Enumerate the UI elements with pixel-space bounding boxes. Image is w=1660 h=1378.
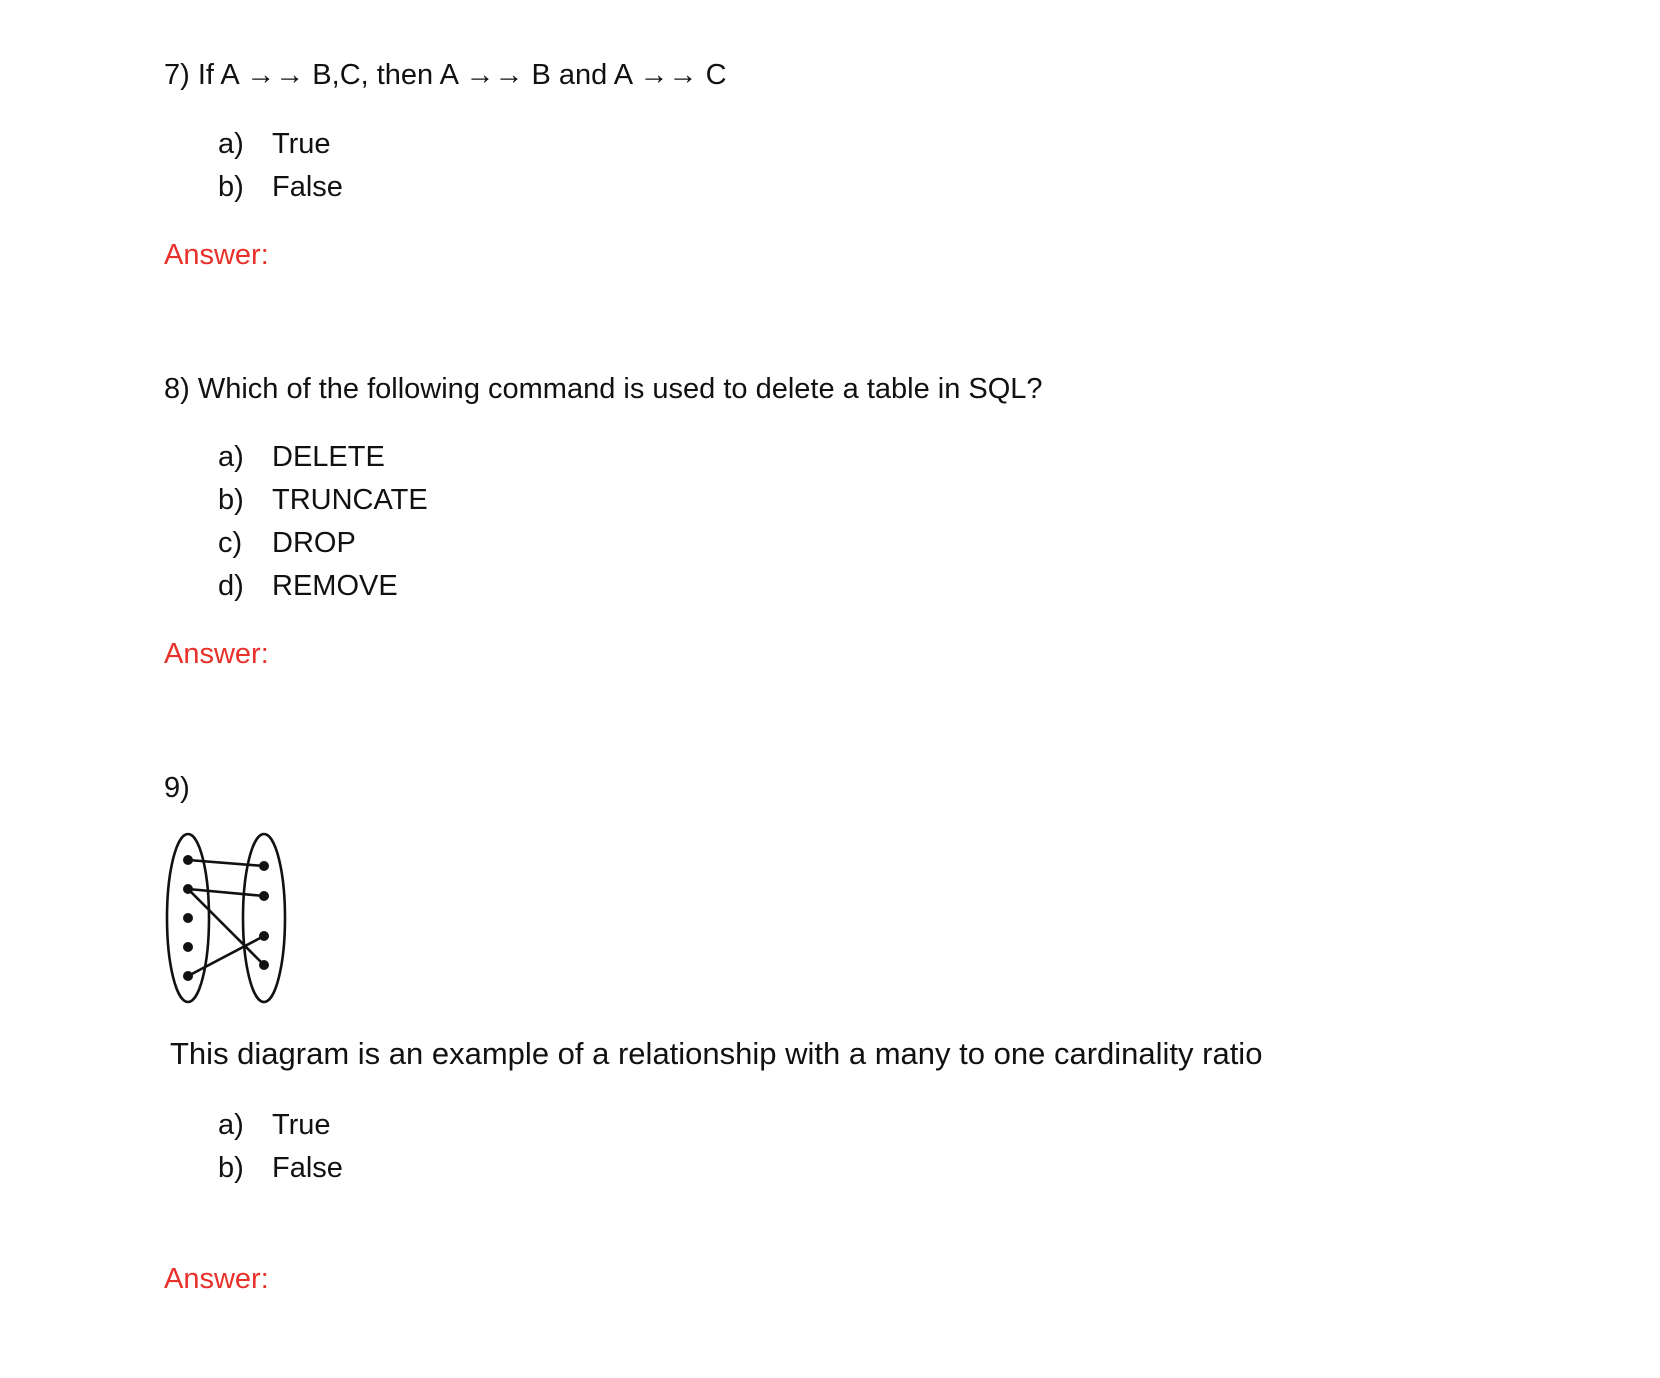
option-text: TRUNCATE <box>272 484 428 516</box>
option-text: DELETE <box>272 441 385 473</box>
question-7-option-a[interactable] <box>218 127 331 161</box>
question-9-statement: This diagram is an example of a relationship with a many to one cardinality ratio <box>170 1036 1263 1071</box>
option-text: DROP <box>272 527 356 559</box>
question-8-option-d[interactable] <box>218 569 398 603</box>
mapping-line <box>188 936 264 976</box>
option-letter: a) <box>218 128 244 160</box>
question-8-option-a[interactable] <box>218 440 385 474</box>
right-element-dot <box>259 960 269 970</box>
question-9-number: 9) <box>164 772 190 804</box>
option-letter: b) <box>218 1152 244 1184</box>
right-element-dot <box>259 931 269 941</box>
question-7-answer-label: Answer: <box>164 239 269 271</box>
mapping-line <box>188 860 264 866</box>
mapping-line <box>188 889 264 965</box>
question-8-text: Which of the following command is used to delete a table in SQL? <box>197 373 1043 405</box>
option-letter: b) <box>218 171 244 203</box>
question-8-option-b[interactable] <box>218 483 428 517</box>
option-text: True <box>272 1109 331 1141</box>
mapping-lines <box>188 860 264 976</box>
question-7-number: 7) <box>164 59 190 91</box>
left-element-dot <box>183 942 193 952</box>
option-text: False <box>272 171 343 203</box>
right-set-ellipse <box>243 834 285 1002</box>
left-element-dot <box>183 971 193 981</box>
left-element-dot <box>183 855 193 865</box>
cardinality-mapping-diagram <box>160 832 270 1012</box>
option-letter: a) <box>218 441 244 473</box>
question-8-number: 8) <box>164 373 190 405</box>
option-letter: d) <box>218 570 244 602</box>
option-letter: a) <box>218 1109 244 1141</box>
question-8-answer-label: Answer: <box>164 638 269 670</box>
left-element-dot <box>183 913 193 923</box>
question-7-option-b[interactable] <box>218 170 343 204</box>
left-set-elements <box>183 855 193 981</box>
question-7-text: If A →→ B,C, then A →→ B and A →→ C <box>197 59 727 91</box>
option-text: False <box>272 1152 343 1184</box>
question-8-prompt <box>164 372 1043 406</box>
left-element-dot <box>183 884 193 894</box>
question-9-answer-label: Answer: <box>164 1263 269 1295</box>
right-element-dot <box>259 891 269 901</box>
option-text: REMOVE <box>272 570 398 602</box>
question-9-option-a[interactable] <box>218 1108 331 1142</box>
mapping-line <box>188 889 264 896</box>
right-element-dot <box>259 861 269 871</box>
question-7-prompt <box>164 58 727 92</box>
question-9-option-b[interactable] <box>218 1151 343 1185</box>
option-text: True <box>272 128 331 160</box>
option-letter: b) <box>218 484 244 516</box>
option-letter: c) <box>218 527 243 559</box>
right-set-elements <box>259 861 269 970</box>
question-8-option-c[interactable] <box>218 526 356 560</box>
